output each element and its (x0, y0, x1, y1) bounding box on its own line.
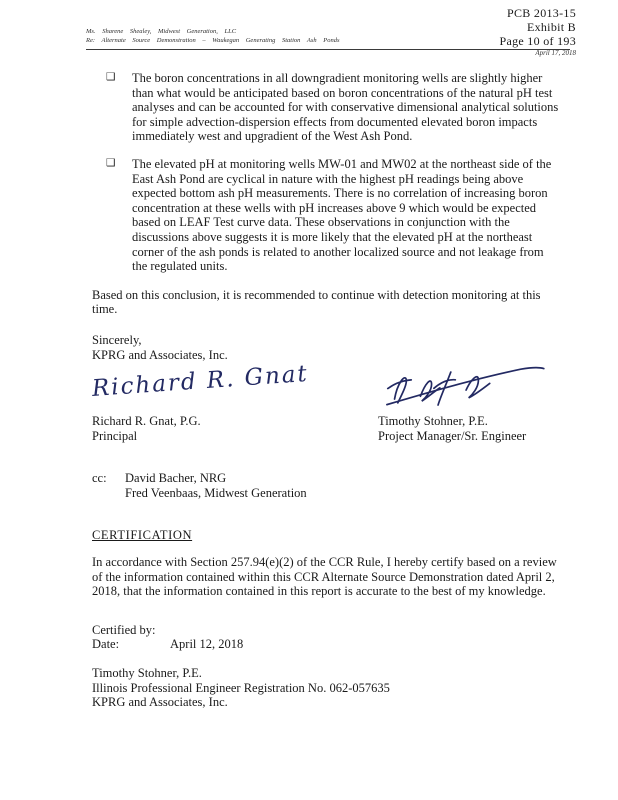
cc-recipient: David Bacher, NRG (125, 471, 227, 486)
date-value: April 12, 2018 (170, 637, 244, 652)
cc-label: cc: (92, 471, 107, 486)
bullet-text-ph: The elevated pH at monitoring wells MW-01 and MW02 at the northeast side of the East Ash Pond are cyclical in nature with the highest pH readings being above expected bottom ash pH measurements. There is no correlation of increasing boron concentration at these wells with pH increases above 9 which would be expected based on LEAF Test curve data. These observations in conjunction with the discussions above suggests it is more likely that the elevated pH at the northeast corner of the ash ponds is related to another localized source and not leakage from the regulated units. (132, 156, 552, 274)
bullet-text-boron: The boron concentrations in all downgradient monitoring wells are slightly higher than what would be anticipated based on boron concentrations of the natural pH test analyses and can be accounted for with conservative dimensional analytical solutions for simple advection-dispersion effects from documented elevated boron impacts immediately west and upgradient of the West Ash Pond. (132, 71, 559, 144)
cc-block (92, 471, 568, 500)
signatory-name-right: Timothy Stohner, P.E. (378, 414, 488, 429)
signatory-title-right: Project Manager/Sr. Engineer (378, 428, 527, 443)
signature-timothy-stohner (380, 358, 553, 419)
closing-block (92, 333, 568, 362)
closing-company: KPRG and Associates, Inc. (92, 347, 228, 362)
signatories-row (92, 414, 568, 443)
cc-recipient: Fred Veenbaas, Midwest Generation (125, 485, 307, 500)
signature-scribble-icon (380, 358, 553, 416)
signatory-name-left: Richard R. Gnat, P.G. (92, 414, 201, 429)
certifier-registration: Illinois Professional Engineer Registration No. 062-057635 (92, 680, 390, 695)
stamp-exhibit: Exhibit B (526, 20, 576, 34)
bullet-item-boron (106, 71, 568, 144)
signature-richard-gnat: Richard R. Gnat (91, 360, 310, 402)
filing-stamp (499, 6, 576, 58)
bullet-square-icon: ❑ (106, 72, 116, 83)
signatory-left (92, 414, 378, 443)
certification-heading: CERTIFICATION (92, 528, 193, 543)
date-line (92, 637, 568, 652)
certifier-block (92, 666, 568, 710)
signatory-title-left: Principal (92, 428, 138, 443)
conclusion-paragraph: Based on this conclusion, it is recommended to continue with detection monitoring at this time. (92, 287, 541, 317)
salutation: Sincerely, (92, 332, 142, 347)
letter-body (0, 50, 618, 710)
letter-header (0, 0, 446, 45)
signature-row (91, 360, 568, 414)
letter-header-recipient: Ms. Sharene Shealey, Midwest Generation, LLC (86, 28, 237, 35)
stamp-date: April 17, 2018 (535, 49, 576, 57)
certifier-company: KPRG and Associates, Inc. (92, 695, 228, 710)
certifier-name: Timothy Stohner, P.E. (92, 666, 202, 681)
certified-block (92, 623, 568, 652)
date-label: Date: (92, 637, 120, 652)
bullet-square-icon: ❑ (106, 157, 116, 169)
bullet-item-ph (106, 157, 568, 274)
certification-paragraph: In accordance with Section 257.94(e)(2) of the CCR Rule, I hereby certify based on a review of the information contained within this CCR Alternate Source Demonstration dated April 2, 2018, that the information contained in this report is accurate to the best of my knowledge. (92, 555, 557, 599)
stamp-page-info: Page 10 of 193 (499, 34, 576, 48)
signatory-right (378, 414, 526, 443)
certified-by-label: Certified by: (92, 622, 156, 637)
cc-recipient-list (125, 471, 307, 500)
stamp-case-number: PCB 2013-15 (507, 6, 576, 20)
letter-header-subject: Re: Alternate Source Demonstration – Waukegan Generating Station Ash Ponds (86, 36, 340, 44)
